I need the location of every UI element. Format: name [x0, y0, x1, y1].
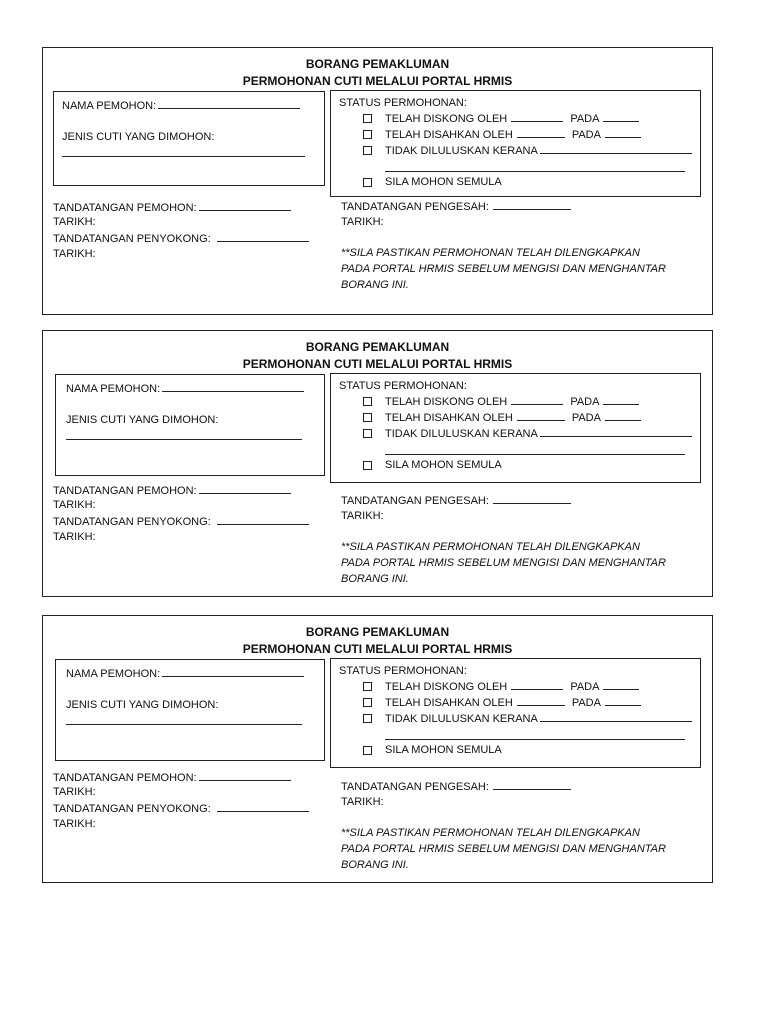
disahkan-checkbox[interactable] — [363, 130, 372, 139]
tarikh-label: TARIKH: — [53, 499, 96, 511]
disahkan-row — [385, 410, 641, 425]
tandatangan-pengesah-label: TANDATANGAN PENGESAH: — [341, 201, 489, 213]
reason-line[interactable] — [385, 739, 685, 740]
status-box — [330, 90, 701, 197]
notification-form-2 — [42, 330, 713, 597]
diskong-label: TELAH DISKONG OLEH — [385, 113, 508, 125]
applicant-box — [55, 659, 325, 761]
nama-pemohon-field[interactable] — [66, 666, 304, 681]
diskong-pada-line[interactable] — [603, 394, 639, 405]
nama-pemohon-line[interactable] — [162, 666, 304, 677]
tarikh-label: TARIKH: — [341, 796, 384, 808]
jenis-cuti-label: JENIS CUTI YANG DIMOHON: — [62, 131, 215, 143]
diskong-label: TELAH DISKONG OLEH — [385, 681, 508, 693]
tandatangan-pengesah-line[interactable] — [493, 493, 571, 504]
sila-mohon-checkbox[interactable] — [363, 746, 372, 755]
form-subtitle: PERMOHONAN CUTI MELALUI PORTAL HRMIS — [242, 74, 513, 88]
tarikh-label: TARIKH: — [53, 216, 96, 228]
tidak-diluluskan-line[interactable] — [540, 711, 692, 722]
tidak-diluluskan-checkbox[interactable] — [363, 146, 372, 155]
notification-form-1 — [42, 47, 713, 315]
tandatangan-penyokong-field[interactable] — [53, 514, 309, 529]
disahkan-label: TELAH DISAHKAN OLEH — [385, 697, 513, 709]
tandatangan-pengesah-label: TANDATANGAN PENGESAH: — [341, 495, 489, 507]
tidak-diluluskan-row — [385, 143, 692, 158]
tarikh-label: TARIKH: — [341, 216, 384, 228]
diskong-label: TELAH DISKONG OLEH — [385, 396, 508, 408]
disahkan-line[interactable] — [517, 127, 565, 138]
notification-form-3 — [42, 615, 713, 883]
jenis-cuti-line[interactable] — [66, 724, 302, 725]
tidak-diluluskan-checkbox[interactable] — [363, 429, 372, 438]
disahkan-line[interactable] — [517, 695, 565, 706]
diskong-row — [385, 679, 639, 694]
note-line-1: **SILA PASTIKAN PERMOHONAN TELAH DILENGKAPKAN — [341, 247, 640, 259]
pada-label: PADA — [571, 697, 601, 709]
tidak-diluluskan-label: TIDAK DILULUSKAN KERANA — [385, 713, 538, 725]
tandatangan-penyokong-line[interactable] — [217, 801, 309, 812]
disahkan-pada-line[interactable] — [605, 127, 641, 138]
tandatangan-pengesah-field[interactable] — [341, 779, 571, 794]
pada-label: PADA — [571, 129, 601, 141]
diskong-checkbox[interactable] — [363, 114, 372, 123]
tandatangan-penyokong-line[interactable] — [217, 514, 309, 525]
nama-pemohon-field[interactable] — [62, 98, 300, 113]
diskong-row — [385, 111, 639, 126]
tidak-diluluskan-line[interactable] — [540, 426, 692, 437]
sila-mohon-label: SILA MOHON SEMULA — [385, 744, 502, 756]
form-subtitle: PERMOHONAN CUTI MELALUI PORTAL HRMIS — [242, 642, 513, 656]
diskong-checkbox[interactable] — [363, 682, 372, 691]
diskong-pada-line[interactable] — [603, 111, 639, 122]
tandatangan-pemohon-field[interactable] — [53, 770, 291, 785]
tandatangan-penyokong-line[interactable] — [217, 231, 309, 242]
form-title: BORANG PEMAKLUMAN — [305, 625, 450, 639]
applicant-box — [55, 374, 325, 476]
tandatangan-pengesah-field[interactable] — [341, 199, 571, 214]
pada-label: PADA — [570, 113, 600, 125]
tandatangan-pemohon-label: TANDATANGAN PEMOHON: — [53, 772, 197, 784]
nama-pemohon-label: NAMA PEMOHON: — [66, 668, 161, 680]
nama-pemohon-line[interactable] — [162, 381, 304, 392]
tarikh-label: TARIKH: — [53, 531, 96, 543]
sila-mohon-label: SILA MOHON SEMULA — [385, 459, 502, 471]
note-line-1: **SILA PASTIKAN PERMOHONAN TELAH DILENGKAPKAN — [341, 541, 640, 553]
tandatangan-penyokong-label: TANDATANGAN PENYOKONG: — [53, 516, 211, 528]
nama-pemohon-label: NAMA PEMOHON: — [66, 383, 161, 395]
disahkan-label: TELAH DISAHKAN OLEH — [385, 412, 513, 424]
tandatangan-penyokong-field[interactable] — [53, 231, 309, 246]
tidak-diluluskan-line[interactable] — [540, 143, 692, 154]
applicant-box — [53, 91, 325, 186]
tarikh-label: TARIKH: — [53, 786, 96, 798]
tandatangan-pemohon-line[interactable] — [199, 200, 291, 211]
tandatangan-pengesah-field[interactable] — [341, 493, 571, 508]
nama-pemohon-line[interactable] — [158, 98, 300, 109]
disahkan-pada-line[interactable] — [605, 410, 641, 421]
diskong-line[interactable] — [511, 111, 563, 122]
note-line-1: **SILA PASTIKAN PERMOHONAN TELAH DILENGKAPKAN — [341, 827, 640, 839]
tandatangan-pengesah-label: TANDATANGAN PENGESAH: — [341, 781, 489, 793]
jenis-cuti-line[interactable] — [66, 439, 302, 440]
tidak-diluluskan-label: TIDAK DILULUSKAN KERANA — [385, 145, 538, 157]
reason-line[interactable] — [385, 454, 685, 455]
tandatangan-penyokong-label: TANDATANGAN PENYOKONG: — [53, 233, 211, 245]
status-label: STATUS PERMOHONAN: — [339, 665, 467, 677]
tandatangan-pemohon-field[interactable] — [53, 483, 291, 498]
tandatangan-pemohon-line[interactable] — [199, 770, 291, 781]
status-label: STATUS PERMOHONAN: — [339, 380, 467, 392]
form-title: BORANG PEMAKLUMAN — [305, 340, 450, 354]
status-box — [330, 658, 701, 768]
jenis-cuti-line[interactable] — [62, 156, 305, 157]
diskong-line[interactable] — [511, 679, 563, 690]
diskong-row — [385, 394, 639, 409]
tarikh-label: TARIKH: — [53, 248, 96, 260]
tandatangan-penyokong-label: TANDATANGAN PENYOKONG: — [53, 803, 211, 815]
note-line-2: PADA PORTAL HRMIS SEBELUM MENGISI DAN MENGHANTAR — [341, 843, 666, 855]
pada-label: PADA — [571, 412, 601, 424]
status-box — [330, 373, 701, 483]
disahkan-row — [385, 695, 641, 710]
diskong-pada-line[interactable] — [603, 679, 639, 690]
tidak-diluluskan-label: TIDAK DILULUSKAN KERANA — [385, 428, 538, 440]
diskong-line[interactable] — [511, 394, 563, 405]
pada-label: PADA — [570, 396, 600, 408]
nama-pemohon-field[interactable] — [66, 381, 304, 396]
status-label: STATUS PERMOHONAN: — [339, 97, 467, 109]
disahkan-row — [385, 127, 641, 142]
note-line-3: BORANG INI. — [341, 859, 409, 871]
reason-line[interactable] — [385, 171, 685, 172]
note-line-2: PADA PORTAL HRMIS SEBELUM MENGISI DAN MENGHANTAR — [341, 263, 666, 275]
tandatangan-pengesah-line[interactable] — [493, 199, 571, 210]
tidak-diluluskan-row — [385, 426, 692, 441]
tidak-diluluskan-row — [385, 711, 692, 726]
jenis-cuti-label: JENIS CUTI YANG DIMOHON: — [66, 414, 219, 426]
diskong-checkbox[interactable] — [363, 397, 372, 406]
disahkan-pada-line[interactable] — [605, 695, 641, 706]
sila-mohon-checkbox[interactable] — [363, 178, 372, 187]
note-line-3: BORANG INI. — [341, 573, 409, 585]
tandatangan-pengesah-line[interactable] — [493, 779, 571, 790]
tarikh-label: TARIKH: — [53, 818, 96, 830]
tarikh-label: TARIKH: — [341, 510, 384, 522]
form-title: BORANG PEMAKLUMAN — [305, 57, 450, 71]
form-subtitle: PERMOHONAN CUTI MELALUI PORTAL HRMIS — [242, 357, 513, 371]
note-line-2: PADA PORTAL HRMIS SEBELUM MENGISI DAN MENGHANTAR — [341, 557, 666, 569]
disahkan-line[interactable] — [517, 410, 565, 421]
note-line-3: BORANG INI. — [341, 279, 409, 291]
tandatangan-penyokong-field[interactable] — [53, 801, 309, 816]
disahkan-checkbox[interactable] — [363, 413, 372, 422]
sila-mohon-checkbox[interactable] — [363, 461, 372, 470]
tidak-diluluskan-checkbox[interactable] — [363, 714, 372, 723]
jenis-cuti-label: JENIS CUTI YANG DIMOHON: — [66, 699, 219, 711]
tandatangan-pemohon-label: TANDATANGAN PEMOHON: — [53, 202, 197, 214]
disahkan-label: TELAH DISAHKAN OLEH — [385, 129, 513, 141]
tandatangan-pemohon-label: TANDATANGAN PEMOHON: — [53, 485, 197, 497]
tandatangan-pemohon-line[interactable] — [199, 483, 291, 494]
sila-mohon-label: SILA MOHON SEMULA — [385, 176, 502, 188]
pada-label: PADA — [570, 681, 600, 693]
tandatangan-pemohon-field[interactable] — [53, 200, 291, 215]
nama-pemohon-label: NAMA PEMOHON: — [62, 100, 157, 112]
disahkan-checkbox[interactable] — [363, 698, 372, 707]
